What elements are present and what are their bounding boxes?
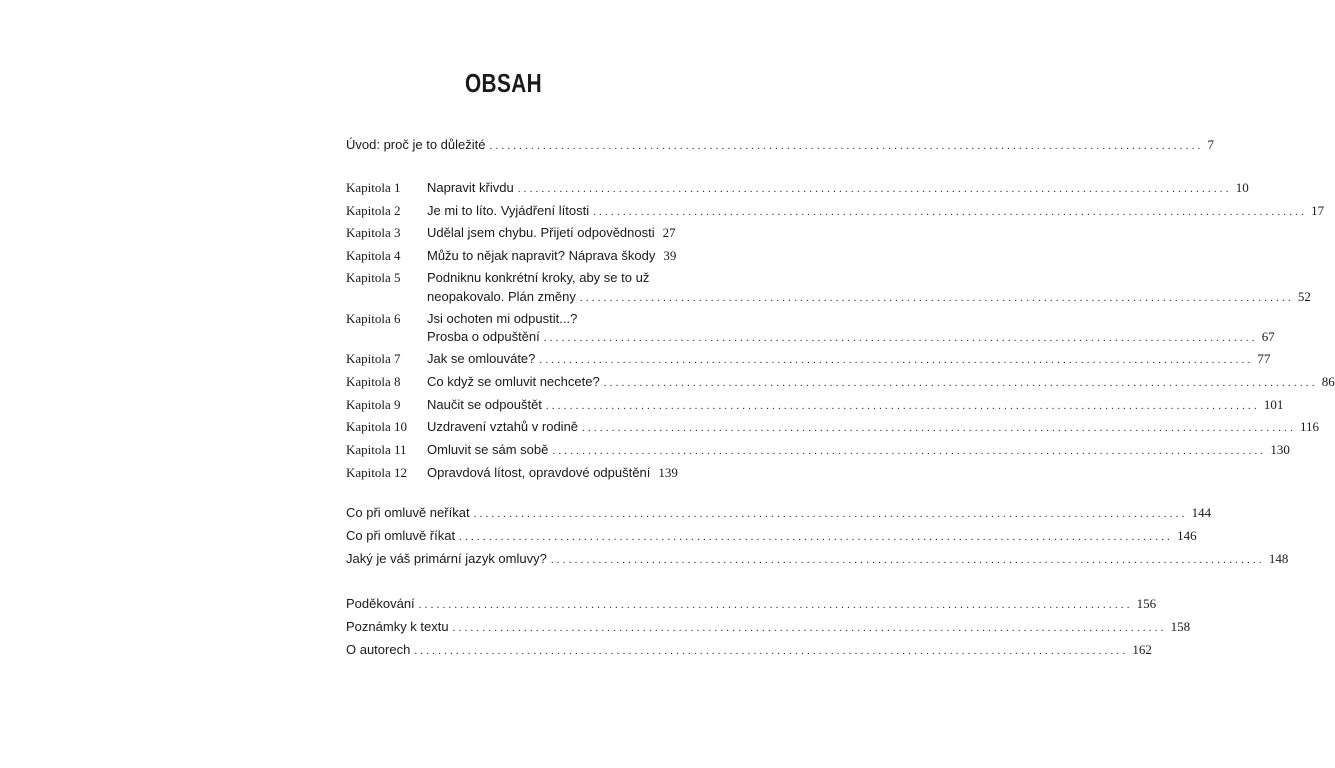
toc-chapter-row: [346, 309, 661, 329]
toc-chapter-row: [346, 246, 677, 266]
chapter-title: Jak se omlouváte?: [427, 351, 536, 366]
chapter-number: Kapitola 11: [346, 442, 407, 457]
chapter-page: 39: [663, 248, 677, 263]
dot-leader: ........................................................................................................................: [539, 354, 1254, 366]
toc-entry-label: Jaký je váš primární jazyk omluvy?: [346, 551, 547, 566]
toc-entry-page: 162: [1132, 642, 1152, 657]
chapter-number: Kapitola 1: [346, 180, 401, 195]
chapter-page: 86: [1321, 374, 1335, 389]
toc-chapter-row: [346, 395, 1284, 415]
toc-entry-page: 148: [1268, 551, 1289, 566]
toc-entry-page: 158: [1170, 619, 1191, 634]
chapter-title-line-2: Prosba o odpuštění: [427, 329, 540, 344]
dot-leader: ........................................................................................................................: [418, 599, 1133, 611]
chapter-page: 139: [658, 465, 678, 480]
chapter-title: Naučit se odpouštět: [427, 397, 542, 412]
dot-leader: ........................................................................................................................: [517, 183, 1232, 195]
chapter-title-line-1: Podniknu konkrétní kroky, aby se to už: [427, 270, 650, 285]
chapter-page: 116: [1300, 419, 1320, 434]
dot-leader: ........................................................................................................................: [543, 332, 1258, 344]
toc-chapter-row-continued: [346, 287, 1311, 307]
toc-entry-extra: [346, 549, 1289, 569]
chapter-number: Kapitola 9: [346, 397, 401, 412]
chapter-number: Kapitola 5: [346, 270, 401, 285]
toc-entry-page: 7: [1207, 137, 1214, 152]
page-title: OBSAH: [464, 68, 543, 98]
toc-chapter-row: [346, 349, 1271, 369]
toc-chapter-row: [346, 463, 678, 483]
toc-entry-page: 146: [1177, 528, 1197, 543]
chapter-title-line-2: neopakovalo. Plán změny: [427, 289, 576, 304]
chapter-title: Můžu to nějak napravit? Náprava škody: [427, 248, 656, 263]
chapter-title: Udělal jsem chybu. Přijetí odpovědnosti: [427, 225, 655, 240]
chapter-title: Co když se omluvit nechcete?: [427, 374, 600, 389]
dot-leader: ........................................................................................................................: [552, 445, 1267, 457]
dot-leader: ........................................................................................................................: [593, 206, 1308, 218]
chapter-number: Kapitola 7: [346, 351, 401, 366]
chapter-title: Je mi to líto. Vyjádření lítosti: [427, 203, 590, 218]
toc-chapter-row: [346, 372, 1335, 392]
toc-entry-back-matter: [346, 640, 1152, 660]
toc-chapter-row-continued: [346, 327, 1275, 347]
toc-chapter-row: [346, 417, 1320, 437]
chapter-title: Napravit křivdu: [427, 180, 514, 195]
dot-leader: ........................................................................................................................: [459, 531, 1174, 543]
chapter-number: Kapitola 6: [346, 311, 401, 326]
chapter-title-line-1: Jsi ochoten mi odpustit...?: [427, 311, 578, 326]
chapter-page: 27: [662, 225, 676, 240]
chapter-number: Kapitola 8: [346, 374, 401, 389]
toc-entry-page: 156: [1136, 596, 1157, 611]
dot-leader: ........................................................................................................................: [550, 554, 1265, 566]
chapter-page: 77: [1257, 351, 1271, 366]
toc-entry-page: 144: [1191, 505, 1212, 520]
dot-leader: ........................................................................................................................: [582, 422, 1297, 434]
toc-entry-label: Poděkování: [346, 596, 415, 611]
chapter-page: 130: [1270, 442, 1290, 457]
toc-entry-label: Poznámky k textu: [346, 619, 449, 634]
toc-chapter-row: [346, 440, 1290, 460]
toc-entry-extra: [346, 526, 1197, 546]
toc-chapter-row: [346, 201, 1325, 221]
toc-chapter-row: [346, 268, 661, 288]
toc-entry-back-matter: [346, 617, 1191, 637]
toc-entry-label: Úvod: proč je to důležité: [346, 137, 486, 152]
toc-entry-label: Co při omluvě říkat: [346, 528, 456, 543]
toc-entry-extra: [346, 503, 1212, 523]
chapter-page: 101: [1263, 397, 1284, 412]
dot-leader: ........................................................................................................................: [603, 377, 1318, 389]
dot-leader: ........................................................................................................................: [473, 508, 1188, 520]
chapter-number: Kapitola 4: [346, 248, 401, 263]
dot-leader: ........................................................................................................................: [452, 622, 1167, 634]
chapter-number: Kapitola 2: [346, 203, 401, 218]
chapter-page: 52: [1297, 289, 1311, 304]
toc-entry-back-matter: [346, 594, 1157, 614]
dot-leader: ........................................................................................................................: [414, 645, 1129, 657]
chapter-title: Opravdová lítost, opravdové odpuštění: [427, 465, 651, 480]
chapter-number: Kapitola 3: [346, 225, 401, 240]
dot-leader: ........................................................................................................................: [545, 400, 1260, 412]
toc-entry-intro: [346, 135, 1214, 155]
toc-chapter-row: [346, 223, 676, 243]
chapter-title: Uzdravení vztahů v rodině: [427, 419, 579, 434]
chapter-page: 10: [1235, 180, 1249, 195]
chapter-page: 67: [1261, 329, 1275, 344]
chapter-number: Kapitola 10: [346, 419, 408, 434]
toc-chapter-row: [346, 178, 1249, 198]
chapter-title: Omluvit se sám sobě: [427, 442, 549, 457]
dot-leader: ........................................................................................................................: [579, 292, 1294, 304]
chapter-number: Kapitola 12: [346, 465, 408, 480]
chapter-page: 17: [1311, 203, 1325, 218]
toc-entry-label: O autorech: [346, 642, 411, 657]
toc-entry-label: Co při omluvě neříkat: [346, 505, 470, 520]
dot-leader: ........................................................................................................................: [489, 140, 1204, 152]
toc-page: [346, 0, 1335, 768]
